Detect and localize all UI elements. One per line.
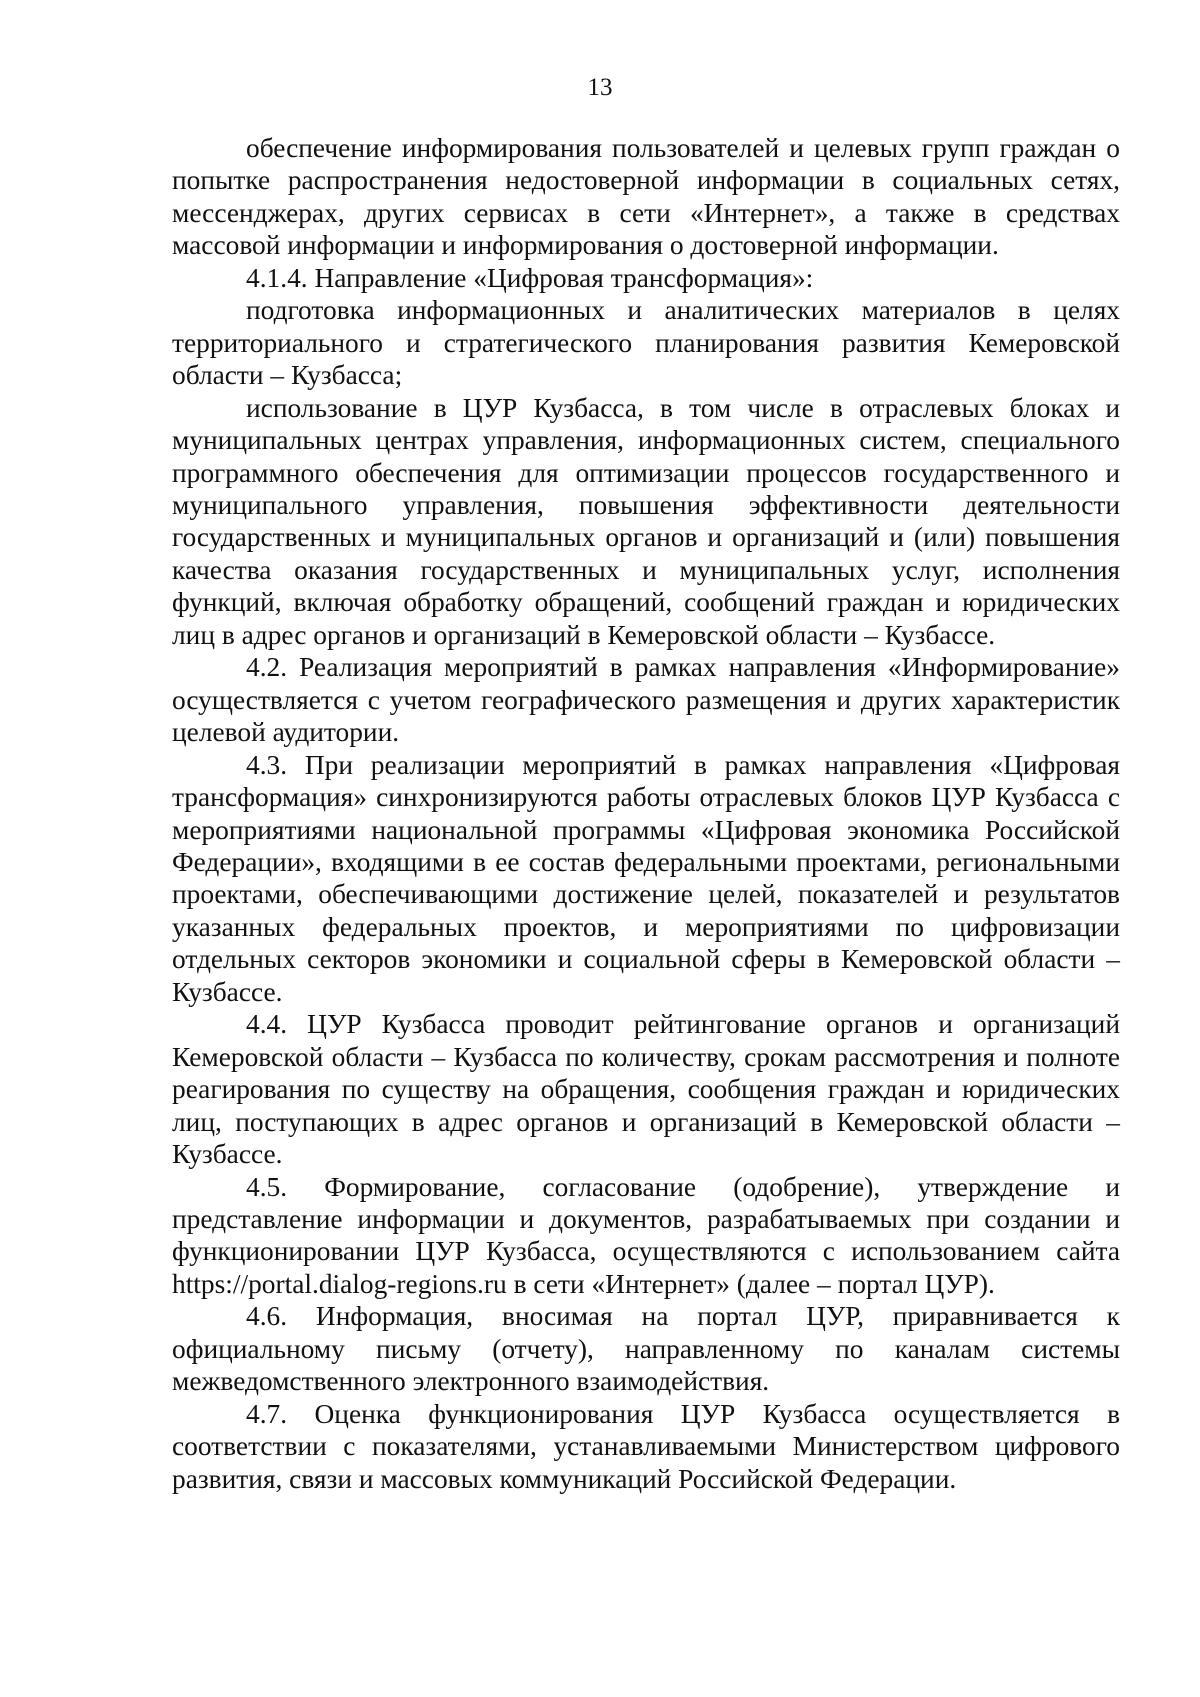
paragraph-information-systems: использование в ЦУР Кузбасса, в том числе в отраслевых блоках и муниципальных центрах управления, информационных систем, специального программного обеспечения для оптимизации процессов государственного и муниципального управления, повышения эффективности деятельности государственных и муниципальных органов и организаций и (или) повышения качества оказания государственных и муниципальных услуг, исполнения функций, включая обработку обращений, сообщений граждан и юридических лиц в адрес органов и организаций в Кемеровской области – Кузбассе. <box>172 392 1120 650</box>
paragraph-4-5: 4.5. Формирование, согласование (одобрение), утверждение и представление информации и документов, разрабатываемых при создании и функционировании ЦУР Кузбасса, осуществляются с использованием сайта https://portal.dialog-regions.ru в сети «Интернет» (далее – портал ЦУР). <box>172 1171 1120 1299</box>
paragraph-4-1-4-heading: 4.1.4. Направление «Цифровая трансформация»: <box>246 262 814 293</box>
document-body <box>172 132 1120 1495</box>
paragraph-4-6: 4.6. Информация, вносимая на портал ЦУР, приравнивается к официальному письму (отчету), направленному по каналам системы межведомственного электронного взаимодействия. <box>172 1301 1120 1397</box>
paragraph-4-2: 4.2. Реализация мероприятий в рамках направления «Информирование» осуществляется с учетом географического размещения и других характеристик целевой аудитории. <box>172 652 1120 748</box>
paragraph-4-7: 4.7. Оценка функционирования ЦУР Кузбасса осуществляется в соответствии с показателями, устанавливаемыми Министерством цифрового развития, связи и массовых коммуникаций Российской Федерации. <box>172 1398 1120 1494</box>
paragraph-analytical-materials: подготовка информационных и аналитических материалов в целях территориального и стратегического планирования развития Кемеровской области – Кузбасса; <box>172 295 1120 391</box>
paragraph-4-4: 4.4. ЦУР Кузбасса проводит рейтингование органов и организаций Кемеровской области – Кузбасса по количеству, срокам рассмотрения и полноте реагирования по существу на обращения, сообщения граждан и юридических лиц, поступающих в адрес органов и организаций в Кемеровской области – Кузбассе. <box>172 1009 1120 1170</box>
paragraph-4-3: 4.3. При реализации мероприятий в рамках направления «Цифровая трансформация» синхронизируются работы отраслевых блоков ЦУР Кузбасса с мероприятиями национальной программы «Цифровая экономика Российской Федерации», входящими в ее состав федеральными проектами, региональными проектами, обеспечивающими достижение целей, показателей и результатов указанных федеральных проектов, и мероприятиями по цифровизации отдельных секторов экономики и социальной сферы в Кемеровской области – Кузбассе. <box>172 749 1120 1007</box>
paragraph-informing-users: обеспечение информирования пользователей и целевых групп граждан о попытке распространения недостоверной информации в социальных сетях, мессенджерах, других сервисах в сети «Интернет», а также в средствах массовой информации и информирования о достоверной информации. <box>172 133 1120 261</box>
page-number: 13 <box>587 74 613 101</box>
